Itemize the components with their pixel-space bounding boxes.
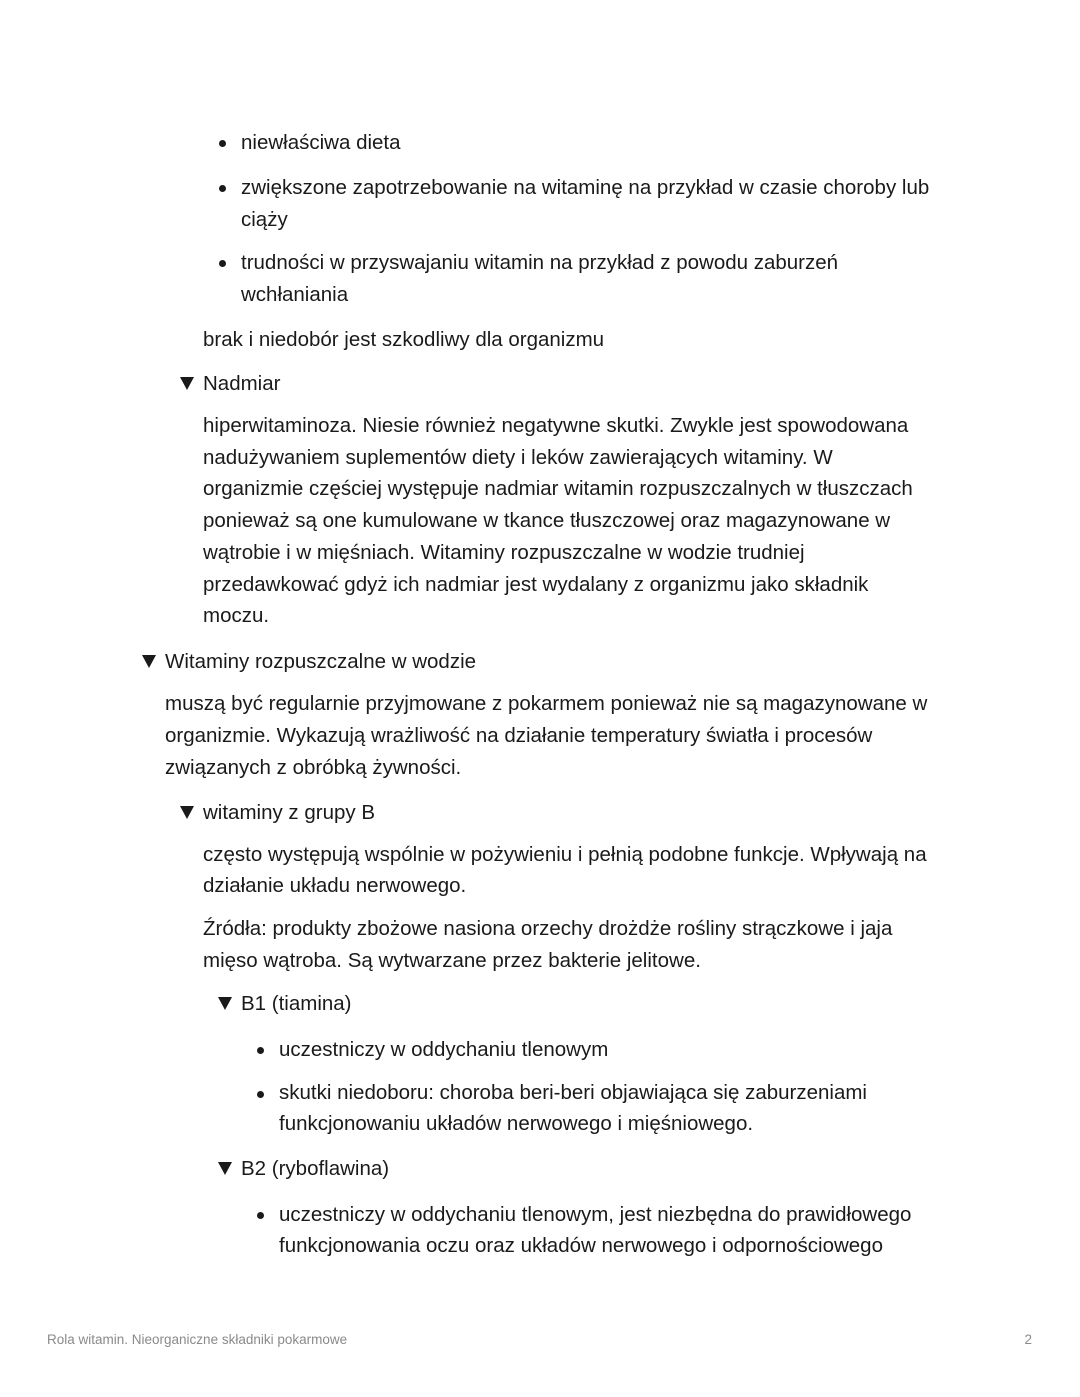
paragraph-line: przedawkować gdyż ich nadmiar jest wydalany z organizmu jako składnik (203, 573, 869, 596)
bullet-icon (257, 1212, 264, 1219)
list-item-cont: funkcjonowaniu układów nerwowego i mięśniowego. (279, 1112, 754, 1135)
sources-line: Źródła: produkty zbożowe nasiona orzechy drożdże rośliny strączkowe i jaja (203, 917, 893, 940)
paragraph-line: związanych z obróbką żywności. (165, 756, 462, 779)
paragraph-line: organizmie częściej występuje nadmiar witamin rozpuszczalnych w tłuszczach (203, 477, 913, 500)
paragraph-line: organizmie. Wykazują wrażliwość na działanie temperatury światła i procesów (165, 724, 873, 747)
paragraph-line: często występują wspólnie w pożywieniu i pełnią podobne funkcje. Wpływają na (203, 843, 927, 866)
list-item-cont: wchłaniania (241, 283, 349, 306)
toggle-heading[interactable]: Witaminy rozpuszczalne w wodzie (165, 650, 477, 673)
list-item: skutki niedoboru: choroba beri-beri objawiająca się zaburzeniami (279, 1081, 867, 1104)
paragraph-line: muszą być regularnie przyjmowane z pokarmem ponieważ nie są magazynowane w (165, 692, 928, 715)
bullet-icon (219, 260, 226, 267)
bullet-icon (257, 1047, 264, 1054)
list-item: uczestniczy w oddychaniu tlenowym (279, 1038, 609, 1061)
bullet-icon (219, 185, 226, 192)
toggle-triangle-icon[interactable] (180, 806, 194, 819)
list-item-cont: funkcjonowania oczu oraz układów nerwowego i odpornościowego (279, 1234, 883, 1257)
paragraph-line: nadużywaniem suplementów diety i leków zawierających witaminy. W (203, 446, 833, 469)
bullet-icon (257, 1091, 264, 1098)
paragraph-line: hiperwitaminoza. Niesie również negatywne skutki. Zwykle jest spowodowana (203, 414, 909, 437)
page-number: 2 (1024, 1332, 1032, 1347)
paragraph-line: działanie układu nerwowego. (203, 874, 467, 897)
toggle-triangle-icon[interactable] (218, 1162, 232, 1175)
list-item: uczestniczy w oddychaniu tlenowym, jest niezbędna do prawidłowego (279, 1203, 912, 1226)
paragraph-line: wątrobie i w mięśniach. Witaminy rozpuszczalne w wodzie trudniej (203, 541, 805, 564)
toggle-heading[interactable]: Nadmiar (203, 372, 281, 395)
sources-line: mięso wątroba. Są wytwarzane przez bakterie jelitowe. (203, 949, 701, 972)
deficiency-note: brak i niedobór jest szkodliwy dla organizmu (203, 328, 605, 351)
toggle-heading[interactable]: B1 (tiamina) (241, 992, 352, 1015)
paragraph-line: moczu. (203, 604, 270, 627)
paragraph-line: ponieważ są one kumulowane w tkance tłuszczowej oraz magazynowane w (203, 509, 891, 532)
bullet-icon (219, 140, 226, 147)
toggle-triangle-icon[interactable] (180, 377, 194, 390)
toggle-heading[interactable]: witaminy z grupy B (203, 801, 376, 824)
list-item: zwiększone zapotrzebowanie na witaminę na przykład w czasie choroby lub (241, 176, 930, 199)
list-item-cont: ciąży (241, 208, 288, 231)
toggle-heading[interactable]: B2 (ryboflawina) (241, 1157, 390, 1180)
list-item: niewłaściwa dieta (241, 131, 401, 154)
toggle-triangle-icon[interactable] (218, 997, 232, 1010)
footer-title: Rola witamin. Nieorganiczne składniki pokarmowe (47, 1332, 348, 1347)
toggle-triangle-icon[interactable] (142, 655, 156, 668)
list-item: trudności w przyswajaniu witamin na przykład z powodu zaburzeń (241, 251, 839, 274)
